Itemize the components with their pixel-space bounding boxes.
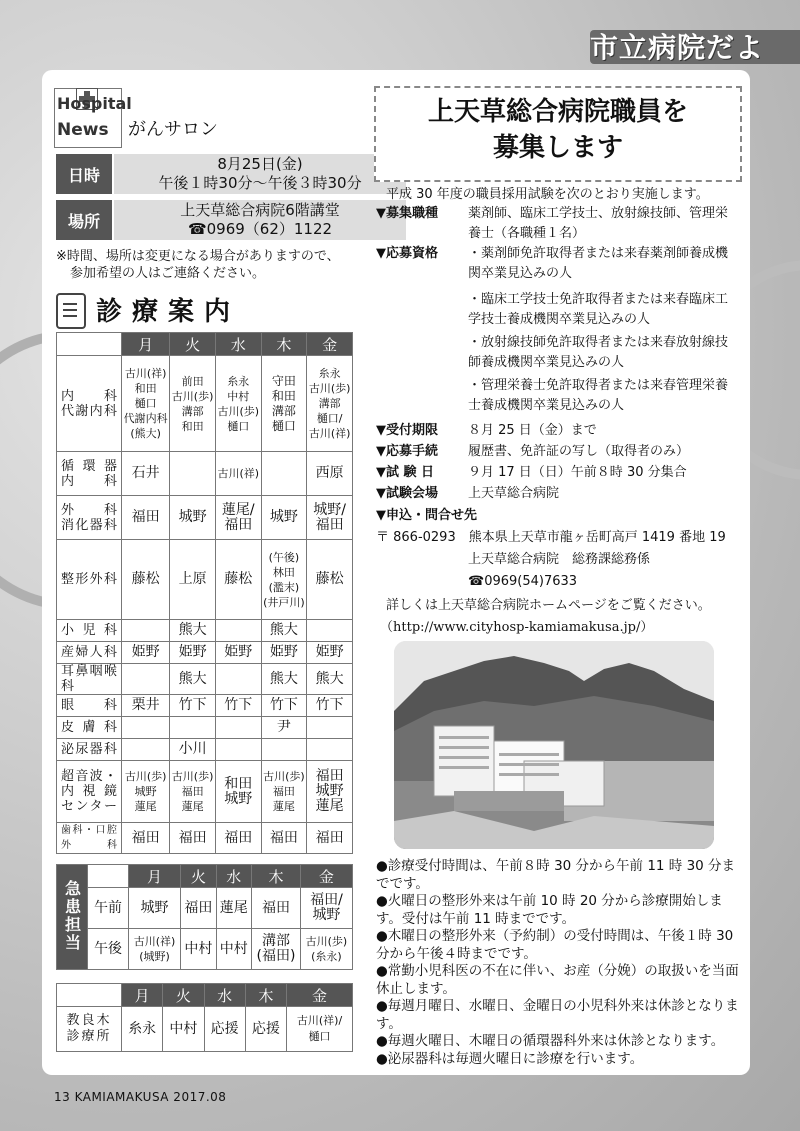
job-key: ▼募集職種 <box>376 206 438 221</box>
ragi-day-thu: 木 <box>245 984 286 1007</box>
place-label: 場所 <box>56 200 112 240</box>
date-line1: 8月25日(金) <box>217 155 303 173</box>
schedule-dept: 眼 科 <box>57 695 122 717</box>
schedule-row <box>57 356 353 452</box>
place-line2: ☎0969（62）1122 <box>187 220 333 238</box>
address-line2: 上天草総合病院 総務課総務係 <box>468 552 651 567</box>
ragi-tue: 中村 <box>163 1007 204 1052</box>
schedule-cell <box>215 717 261 739</box>
schedule-cell: 小川 <box>170 739 216 761</box>
exam-value: ９月 17 日（日）午前８時 30 分集合 <box>468 465 687 480</box>
emergency-header-row <box>57 865 353 888</box>
schedule-cell: 福田 <box>170 823 216 854</box>
note-line1: ※時間、場所は変更になる場合がありますので、 <box>56 249 340 264</box>
page-title: 市立病院だよ <box>590 31 765 64</box>
schedule-dept: 泌尿器科 <box>57 739 122 761</box>
ragi-day-mon: 月 <box>122 984 163 1007</box>
qual-item-3: ・放射線技師免許取得者または来春放射線技師養成機関卒業見込みの人 <box>468 335 729 370</box>
em-am-tue: 福田 <box>181 888 216 929</box>
schedule-cell <box>307 620 353 642</box>
schedule-cell: 糸永 古川(歩) 溝部 樋口/ 古川(祥) <box>307 356 353 452</box>
schedule-cell <box>215 664 261 695</box>
schedule-cell: 城野/ 福田 <box>307 496 353 540</box>
schedule-cell: 熊大 <box>170 664 216 695</box>
schedule-cell: 藤松 <box>122 540 170 620</box>
notice-item-1: ●診療受付時間は、午前８時 30 分から午前 11 時 30 分までです。 <box>376 858 736 892</box>
schedule-cell: 糸永 中村 古川(歩) 樋口 <box>215 356 261 452</box>
schedule-row <box>57 496 353 540</box>
schedule-dept: 歯科・口腔外科 <box>57 823 122 854</box>
ragi-wed: 応援 <box>204 1007 245 1052</box>
period-key: ▼受付期限 <box>376 423 438 438</box>
schedule-cell: 姫野 <box>170 642 216 664</box>
schedule-dept: 循環器 内 科 <box>57 452 122 496</box>
emergency-table <box>56 864 353 970</box>
em-day-mon: 月 <box>129 865 181 888</box>
page-header <box>590 24 800 66</box>
schedule-cell: 熊大 <box>307 664 353 695</box>
schedule-cell: 竹下 <box>261 695 307 717</box>
qual-key: ▼応募資格 <box>376 246 438 261</box>
schedule-cell: 福田 <box>122 496 170 540</box>
schedule-cell: 栗井 <box>122 695 170 717</box>
schedule-corner <box>57 333 122 356</box>
homepage-url[interactable]: （http://www.cityhosp-kamiamakusa.jp/） <box>380 620 654 635</box>
schedule-cell: 古川(歩) 福田 蓮尾 <box>261 761 307 823</box>
schedule-dept: 超音波・ 内視鏡 センター <box>57 761 122 823</box>
date-line2: 午後１時30分〜午後３時30分 <box>158 174 362 192</box>
job-value: 薬剤師、臨床工学技士、放射線技師、管理栄養士（各職種１名） <box>468 206 729 241</box>
schedule-cell: 福田 <box>261 823 307 854</box>
recruit-intro: 平成 30 年度の職員採用試験を次のとおり実施します。 <box>386 187 709 202</box>
qual-item-2: ・臨床工学技士免許取得者または来春臨床工学技士養成機関卒業見込みの人 <box>468 292 729 327</box>
ragi-row <box>57 1007 353 1052</box>
em-day-tue: 火 <box>181 865 216 888</box>
proc-key: ▼応募手続 <box>376 444 438 459</box>
schedule-cell: 姫野 <box>122 642 170 664</box>
schedule-dept: 産婦人科 <box>57 642 122 664</box>
em-pm-label: 午後 <box>88 929 129 970</box>
schedule-cell: 熊大 <box>261 664 307 695</box>
ragi-day-fri: 金 <box>287 984 353 1007</box>
place-line1: 上天草総合病院6階講堂 <box>180 201 340 219</box>
schedule-cell: 竹下 <box>307 695 353 717</box>
notices-list <box>376 858 746 1068</box>
day-fri: 金 <box>307 333 353 356</box>
ragi-label: 教良木 診療所 <box>57 1007 122 1052</box>
ragi-day-wed: 水 <box>204 984 245 1007</box>
em-pm-thu: 溝部 (福田) <box>252 929 301 970</box>
schedule-cell <box>307 739 353 761</box>
schedule-dept: 小児科 <box>57 620 122 642</box>
schedule-row <box>57 452 353 496</box>
ragi-mon: 糸永 <box>122 1007 163 1052</box>
schedule-dept: 皮膚科 <box>57 717 122 739</box>
schedule-cell: 姫野 <box>261 642 307 664</box>
ragi-corner <box>57 984 122 1007</box>
schedule-cell: 古川(歩) 福田 蓮尾 <box>170 761 216 823</box>
schedule-cell <box>215 620 261 642</box>
address-phone: ☎0969(54)7633 <box>468 574 578 589</box>
schedule-cell: 尹 <box>261 717 307 739</box>
schedule-cell: 前田 古川(歩) 溝部 和田 <box>170 356 216 452</box>
ragi-day-tue: 火 <box>163 984 204 1007</box>
schedule-cell: 上原 <box>170 540 216 620</box>
em-am-label: 午前 <box>88 888 129 929</box>
schedule-row <box>57 717 353 739</box>
emergency-pm-row <box>57 929 353 970</box>
hospital-news-logo <box>54 88 132 146</box>
schedule-dept: 外 科 消化器科 <box>57 496 122 540</box>
schedule-cell: 古川(祥) 和田 樋口 代謝内科 (熊大) <box>122 356 170 452</box>
notice-item-4: ●常勤小児科医の不在に伴い、お産（分娩）の取扱いを当面休止します。 <box>376 963 739 997</box>
notice-item-3: ●木曜日の整形外来（予約制）の受付時間は、午後１時 30 分から午後４時までです。 <box>376 928 734 962</box>
place-value <box>114 200 406 240</box>
venue-value: 上天草総合病院 <box>468 486 560 501</box>
hospital-photo <box>394 641 714 849</box>
schedule-cell <box>122 620 170 642</box>
schedule-cell: 福田 <box>122 823 170 854</box>
em-am-wed: 蓮尾 <box>216 888 251 929</box>
ragi-fri: 古川(祥)/ 樋口 <box>287 1007 353 1052</box>
ragi-header-row <box>57 984 353 1007</box>
em-pm-mon: 古川(祥) (城野) <box>129 929 181 970</box>
schedule-header-row <box>57 333 353 356</box>
logo-hospital-text: Hospital <box>57 94 132 113</box>
schedule-row <box>57 540 353 620</box>
schedule-cell: 熊大 <box>170 620 216 642</box>
schedule-cell: 石井 <box>122 452 170 496</box>
schedule-cell: 城野 <box>261 496 307 540</box>
schedule-cell: 城野 <box>170 496 216 540</box>
emergency-label-text: 急患担当 <box>62 880 82 952</box>
notice-item-6: ●毎週火曜日、木曜日の循環器科外来は休診となります。 <box>376 1033 725 1049</box>
schedule-cell <box>261 452 307 496</box>
address-line1: 〒 866-0293 熊本県上天草市龍ヶ岳町高戸 1419 番地 19 <box>376 530 726 545</box>
schedule-cell: 和田 城野 <box>215 761 261 823</box>
schedule-cell: 福田 <box>307 823 353 854</box>
clipboard-icon <box>56 293 86 329</box>
schedule-row <box>57 642 353 664</box>
recruit-title-box <box>374 86 742 182</box>
em-day-thu: 木 <box>252 865 301 888</box>
day-thu: 木 <box>261 333 307 356</box>
date-value <box>114 154 406 194</box>
em-pm-wed: 中村 <box>216 929 251 970</box>
em-pm-tue: 中村 <box>181 929 216 970</box>
schedule-cell: 竹下 <box>215 695 261 717</box>
schedule-dept: 耳鼻咽喉科 <box>57 664 122 695</box>
note-line2: 参加希望の人はご連絡ください。 <box>70 266 266 281</box>
recruit-title-line2: 募集します <box>492 133 623 163</box>
salon-note <box>56 248 366 282</box>
salon-title: がんサロン <box>128 119 218 140</box>
schedule-cell <box>122 739 170 761</box>
logo-news-text: News <box>57 120 109 140</box>
schedule-cell: 蓮尾/ 福田 <box>215 496 261 540</box>
schedule-cell <box>261 739 307 761</box>
em-day-fri: 金 <box>300 865 352 888</box>
schedule-cell: 福田 城野 蓮尾 <box>307 761 353 823</box>
day-wed: 水 <box>215 333 261 356</box>
schedule-row <box>57 620 353 642</box>
schedule-dept: 内 科 代謝内科 <box>57 356 122 452</box>
notice-item-2: ●火曜日の整形外来は午前 10 時 20 分から診療開始します。受付は午前 11 時までです。 <box>376 893 723 927</box>
schedule-cell: 姫野 <box>307 642 353 664</box>
schedule-cell <box>307 717 353 739</box>
day-tue: 火 <box>170 333 216 356</box>
schedule-cell: 姫野 <box>215 642 261 664</box>
schedule-cell <box>215 739 261 761</box>
schedule-cell: 守田 和田 溝部 樋口 <box>261 356 307 452</box>
schedule-cell: 竹下 <box>170 695 216 717</box>
recruit-title <box>376 94 740 166</box>
schedule-cell <box>170 452 216 496</box>
em-day-wed: 水 <box>216 865 251 888</box>
em-pm-fri: 古川(歩) (糸永) <box>300 929 352 970</box>
notice-item-5: ●毎週月曜日、水曜日、金曜日の小児科外来は休診となります。 <box>376 998 739 1032</box>
venue-key: ▼試験会場 <box>376 486 438 501</box>
period-value: ８月 25 日（金）まで <box>468 423 597 438</box>
emergency-corner <box>88 865 129 888</box>
schedule-cell: 藤松 <box>215 540 261 620</box>
ragi-clinic-table <box>56 983 353 1052</box>
schedule-table <box>56 332 353 854</box>
schedule-cell: (午後) 林田 (濫末) (井戸川) <box>261 540 307 620</box>
apply-key: ▼申込・問合せ先 <box>376 508 477 523</box>
notice-item-7: ●泌尿器科は毎週火曜日に診療を行います。 <box>376 1050 644 1067</box>
schedule-cell: 古川(祥) <box>215 452 261 496</box>
page-footer: 13 KAMIAMAKUSA 2017.08 <box>54 1090 227 1104</box>
recruit-title-line1: 上天草総合病院職員を <box>427 97 688 127</box>
schedule-title: 診療案内 <box>96 297 241 327</box>
schedule-cell: 古川(歩) 城野 蓮尾 <box>122 761 170 823</box>
schedule-cell: 福田 <box>215 823 261 854</box>
schedule-row <box>57 695 353 717</box>
em-am-fri: 福田/ 城野 <box>300 888 352 929</box>
schedule-cell <box>122 717 170 739</box>
emergency-label <box>57 865 88 970</box>
schedule-cell: 熊大 <box>261 620 307 642</box>
schedule-dept: 整形外科 <box>57 540 122 620</box>
schedule-cell <box>122 664 170 695</box>
em-am-mon: 城野 <box>129 888 181 929</box>
proc-value: 履歴書、免許証の写し（取得者のみ） <box>468 444 690 459</box>
exam-key: ▼試 験 日 <box>376 465 435 480</box>
schedule-row <box>57 739 353 761</box>
schedule-cell: 藤松 <box>307 540 353 620</box>
day-mon: 月 <box>122 333 170 356</box>
detail-text: 詳しくは上天草総合病院ホームページをご覧ください。 <box>386 598 711 613</box>
ragi-thu: 応援 <box>245 1007 286 1052</box>
schedule-row <box>57 664 353 695</box>
qual-item-4: ・管理栄養士免許取得者または来春管理栄養士養成機関卒業見込みの人 <box>468 378 729 413</box>
schedule-row <box>57 823 353 854</box>
schedule-cell: 西原 <box>307 452 353 496</box>
qual-item-1: ・薬剤師免許取得者または来春薬剤師養成機関卒業見込みの人 <box>468 246 729 281</box>
emergency-am-row <box>57 888 353 929</box>
em-am-thu: 福田 <box>252 888 301 929</box>
schedule-cell <box>170 717 216 739</box>
date-label: 日時 <box>56 154 112 194</box>
schedule-row <box>57 761 353 823</box>
